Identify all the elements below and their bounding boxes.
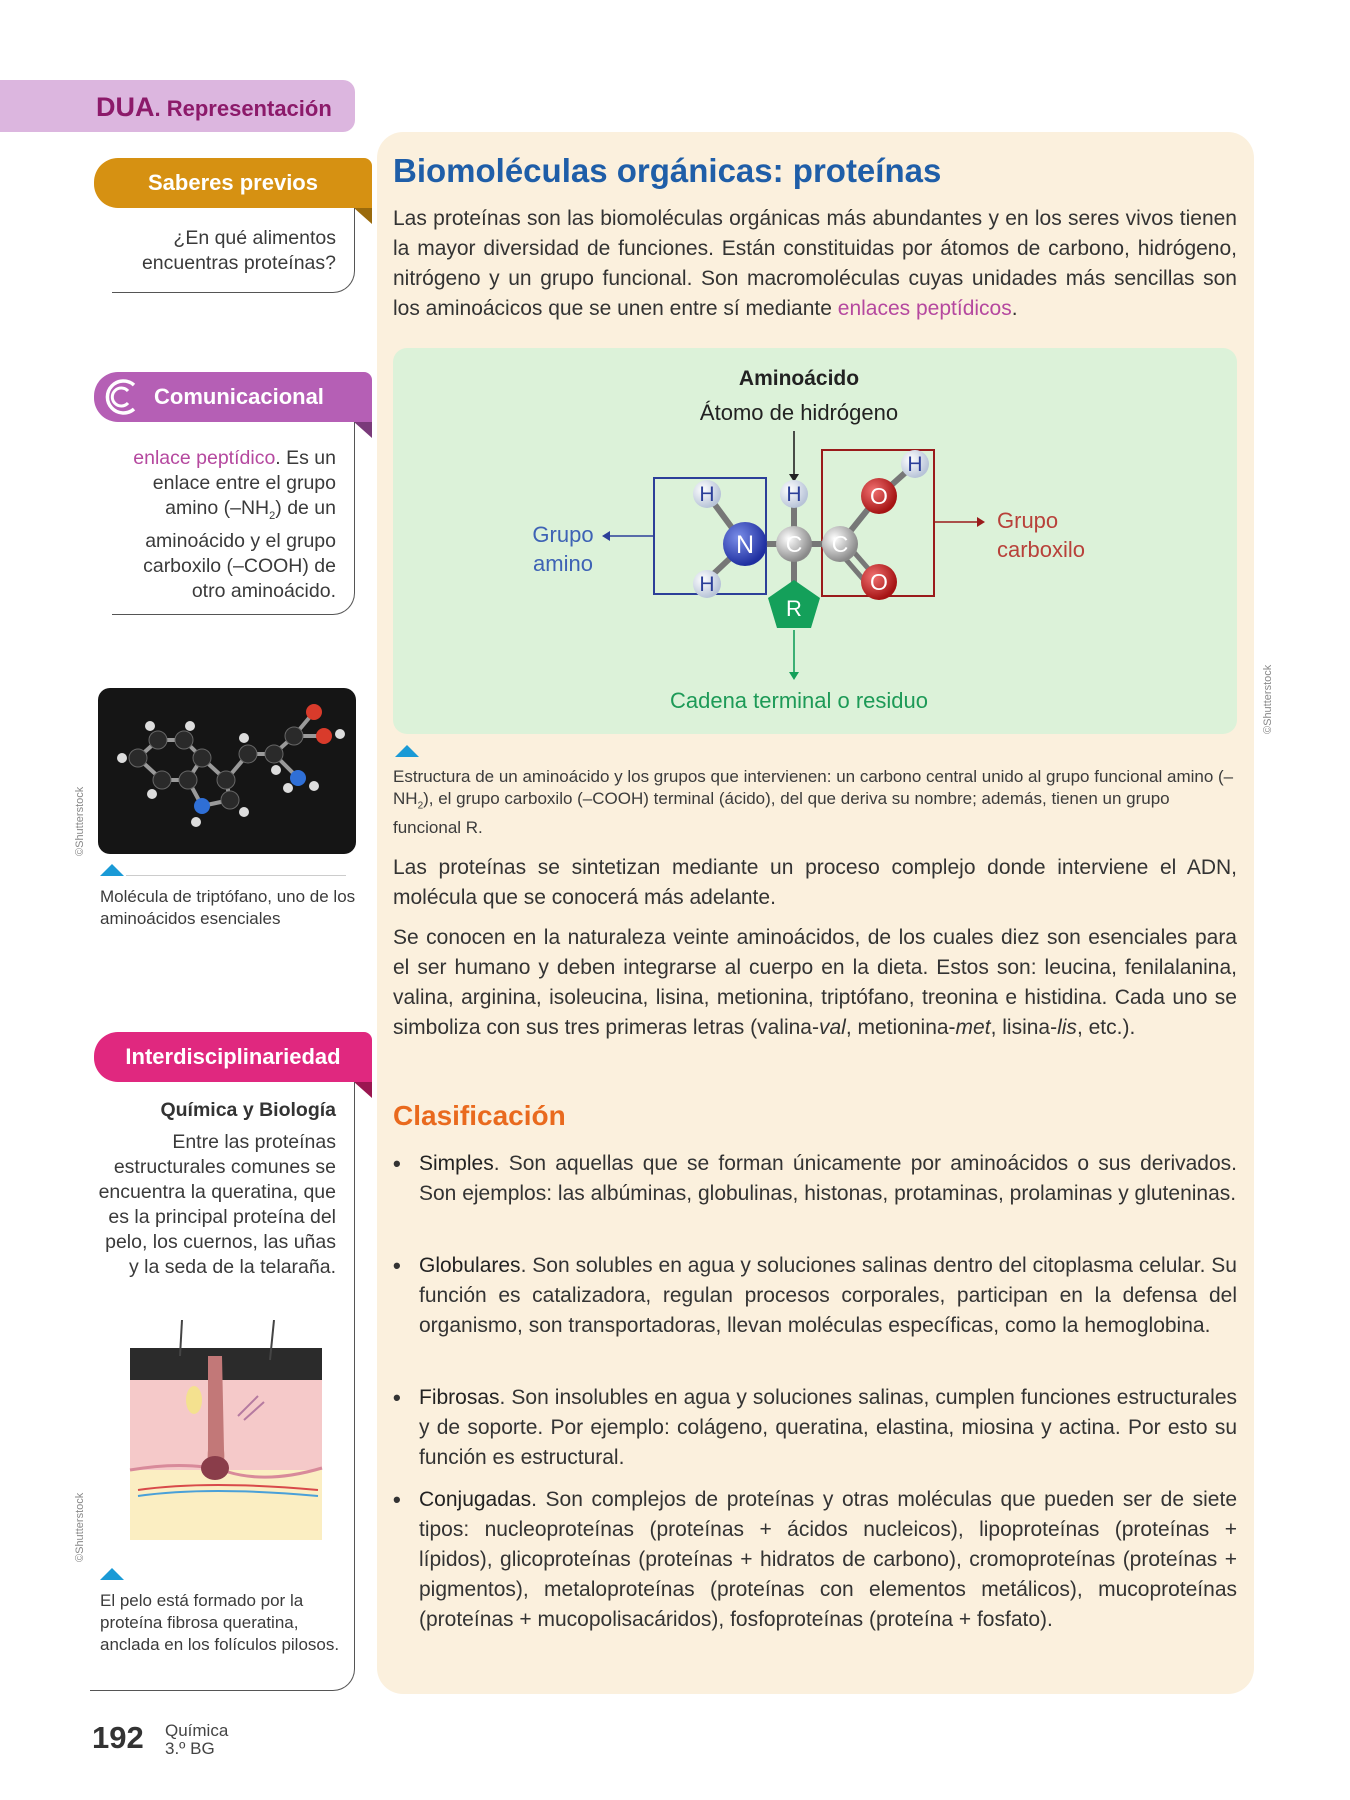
bullet-term: Simples [419, 1152, 494, 1175]
photo-credit: ©Shutterstock [74, 1492, 86, 1562]
hydrogen-atom-label: Átomo de hidrógeno [699, 400, 899, 425]
atom-h-label: H [699, 573, 715, 596]
residue-pointer-arrowhead [789, 672, 799, 680]
subject-label: Química 3.º BG [165, 1721, 229, 1758]
bullet-term: Globulares [419, 1254, 521, 1277]
atom-o-label: O [870, 483, 888, 509]
bullet-term: Fibrosas [419, 1386, 500, 1409]
enlaces-peptidicos-link: enlaces peptídicos [837, 297, 1012, 320]
header-corner [354, 422, 372, 438]
caption-marker-icon [395, 745, 419, 757]
amino-acids-paragraph: Se conocen en la naturaleza veinte aminoácidos, de los cuales diez son esenciales para el ser humano y deben integrarse al cuerpo en la dieta. Estos son: leucina, fenilalanina, valina, arginina, isoleucina, lisina, metionina, triptófano, treonina e histidina. Cada uno se simboliza con sus tres primeras letras (valina-val, metionina-met, lisina-lis, etc.). [393, 926, 1237, 1039]
carboxyl-pointer-arrowhead [977, 517, 985, 527]
carboxyl-group-label: carboxilo [997, 537, 1086, 562]
atom-c-label: C [785, 531, 803, 557]
header-corner [354, 208, 372, 224]
communication-icon [100, 375, 144, 419]
list-item: • Conjugadas. Son complejos de proteínas y otras moléculas que pueden ser de siete tipos: nucleoproteínas (proteínas + ácidos nucleicos), lipoproteínas (proteínas + lípidos), glicoproteínas (proteínas + hidratos de carbono), cromoproteínas (proteínas + pigmentos), metaloproteínas (proteínas con elementos metálicos), mucoproteínas (proteínas + mucopolisacáridos), fosfoproteínas (proteína + fosfato). [393, 1487, 1237, 1631]
diagram-title: Aminoácido [738, 367, 860, 390]
carboxyl-group-label: Grupo [997, 508, 1059, 533]
interdisciplinariedad-header [94, 1032, 372, 1082]
page-title: Biomoléculas orgánicas: proteínas [393, 152, 942, 189]
interdisciplinariedad-text: Entre las proteínas estructurales comunes se encuentra la queratina, que es la principal proteína del pelo, los cuernos, las uñas y la seda de la telaraña. [98, 1131, 336, 1278]
hair-follicle-image [98, 1320, 328, 1550]
atom-n-label: N [735, 531, 755, 559]
atom-o-label: O [870, 569, 888, 595]
amino-acid-diagram [393, 348, 1237, 734]
list-item: • Simples. Son aquellas que se forman únicamente por aminoácidos o sus derivados. Son ejemplos: las albúminas, globulinas, histonas, protaminas, prolaminas y gluteninas. [393, 1151, 1237, 1205]
classification-heading: Clasificación [393, 1100, 566, 1131]
interdisciplinariedad-title: Interdisciplinariedad [125, 1044, 341, 1069]
header-corner [354, 1082, 372, 1098]
tryptophan-image [98, 688, 356, 854]
caption-marker-icon [100, 864, 124, 876]
interdisciplinariedad-subtitle: Química y Biología [160, 1099, 336, 1121]
adn-paragraph: Las proteínas se sintetizan mediante un proceso complejo donde interviene el ADN, molécula que se conocerá más adelante. [393, 856, 1237, 909]
atom-h-label: H [699, 483, 715, 506]
comunicacional-definition: enlace peptídico. Es un enlace entre el grupo amino $(-NH_2)$ de un aminoácido y el grupo carboxilo (–COOH) de otro aminoácido. [133, 447, 336, 602]
amino-pointer-arrowhead [602, 531, 610, 541]
diagram-credit: ©Shutterstock [1262, 664, 1274, 734]
atom-r-label: R [786, 596, 802, 621]
comunicacional-title: Comunicacional [154, 384, 324, 409]
caption-rule [126, 875, 346, 876]
caption-marker-icon [100, 1568, 124, 1580]
dua-label: DUA. Representación [96, 92, 332, 122]
list-item: • Globulares. Son solubles en agua y soluciones salinas dentro del citoplasma celular. Su función es catalizadora, regulan procesos corporales, participan en la defensa del organismo, son transportadoras, llevan moléculas específicas, como la hemoglobina. [393, 1253, 1237, 1337]
saberes-previos-header [94, 158, 372, 208]
term-enlace-peptidico: enlace peptídico [133, 447, 276, 469]
atom-c-label: C [831, 531, 849, 557]
amino-group-label: Grupo [532, 522, 594, 547]
hair-caption: El pelo está formado por la proteína fibrosa queratina, anclada en los folículos pilosos. [100, 1591, 340, 1654]
photo-credit: ©Shutterstock [74, 786, 86, 856]
saberes-previos-title: Saberes previos [148, 170, 318, 195]
list-item: • Fibrosas. Son insolubles en agua y soluciones salinas, cumplen funciones estructurales y de soporte. Por ejemplo: colágeno, queratina, elastina, miosina y actina. Por esto su función es estructural. [393, 1385, 1237, 1469]
comunicacional-header [94, 372, 372, 422]
atom-h-label: H [786, 483, 802, 506]
tryptophan-caption: Molécula de triptófano, uno de los aminoácidos esenciales [100, 887, 356, 928]
bullet-term: Conjugadas [419, 1488, 532, 1511]
intro-paragraph: Las proteínas son las biomoléculas orgánicas más abundantes y en los seres vivos tienen la mayor diversidad de funciones. Están constituidas por átomos de carbono, hidrógeno, nitrógeno y un grupo funcional. Son macromoléculas cuyas unidades más sencillas son los aminoácicos que se unen entre sí mediante enlaces peptídicos. [393, 207, 1237, 320]
residue-label: Cadena terminal o residuo [669, 688, 929, 713]
saberes-previos-question: ¿En qué alimentos encuentras proteínas? [141, 227, 336, 274]
atom-h-label: H [907, 453, 923, 476]
page-number: 192 [92, 1720, 144, 1755]
diagram-caption: Estructura de un aminoácido y los grupos que intervienen: un carbono central unido al grupo funcional amino $(-NH_2)$, el grupo carboxilo (–COOH) terminal (ácido), del que deriva su nombre; además, tienen un grupo funcional R. [393, 767, 1234, 838]
amino-group-label: amino [533, 551, 593, 576]
